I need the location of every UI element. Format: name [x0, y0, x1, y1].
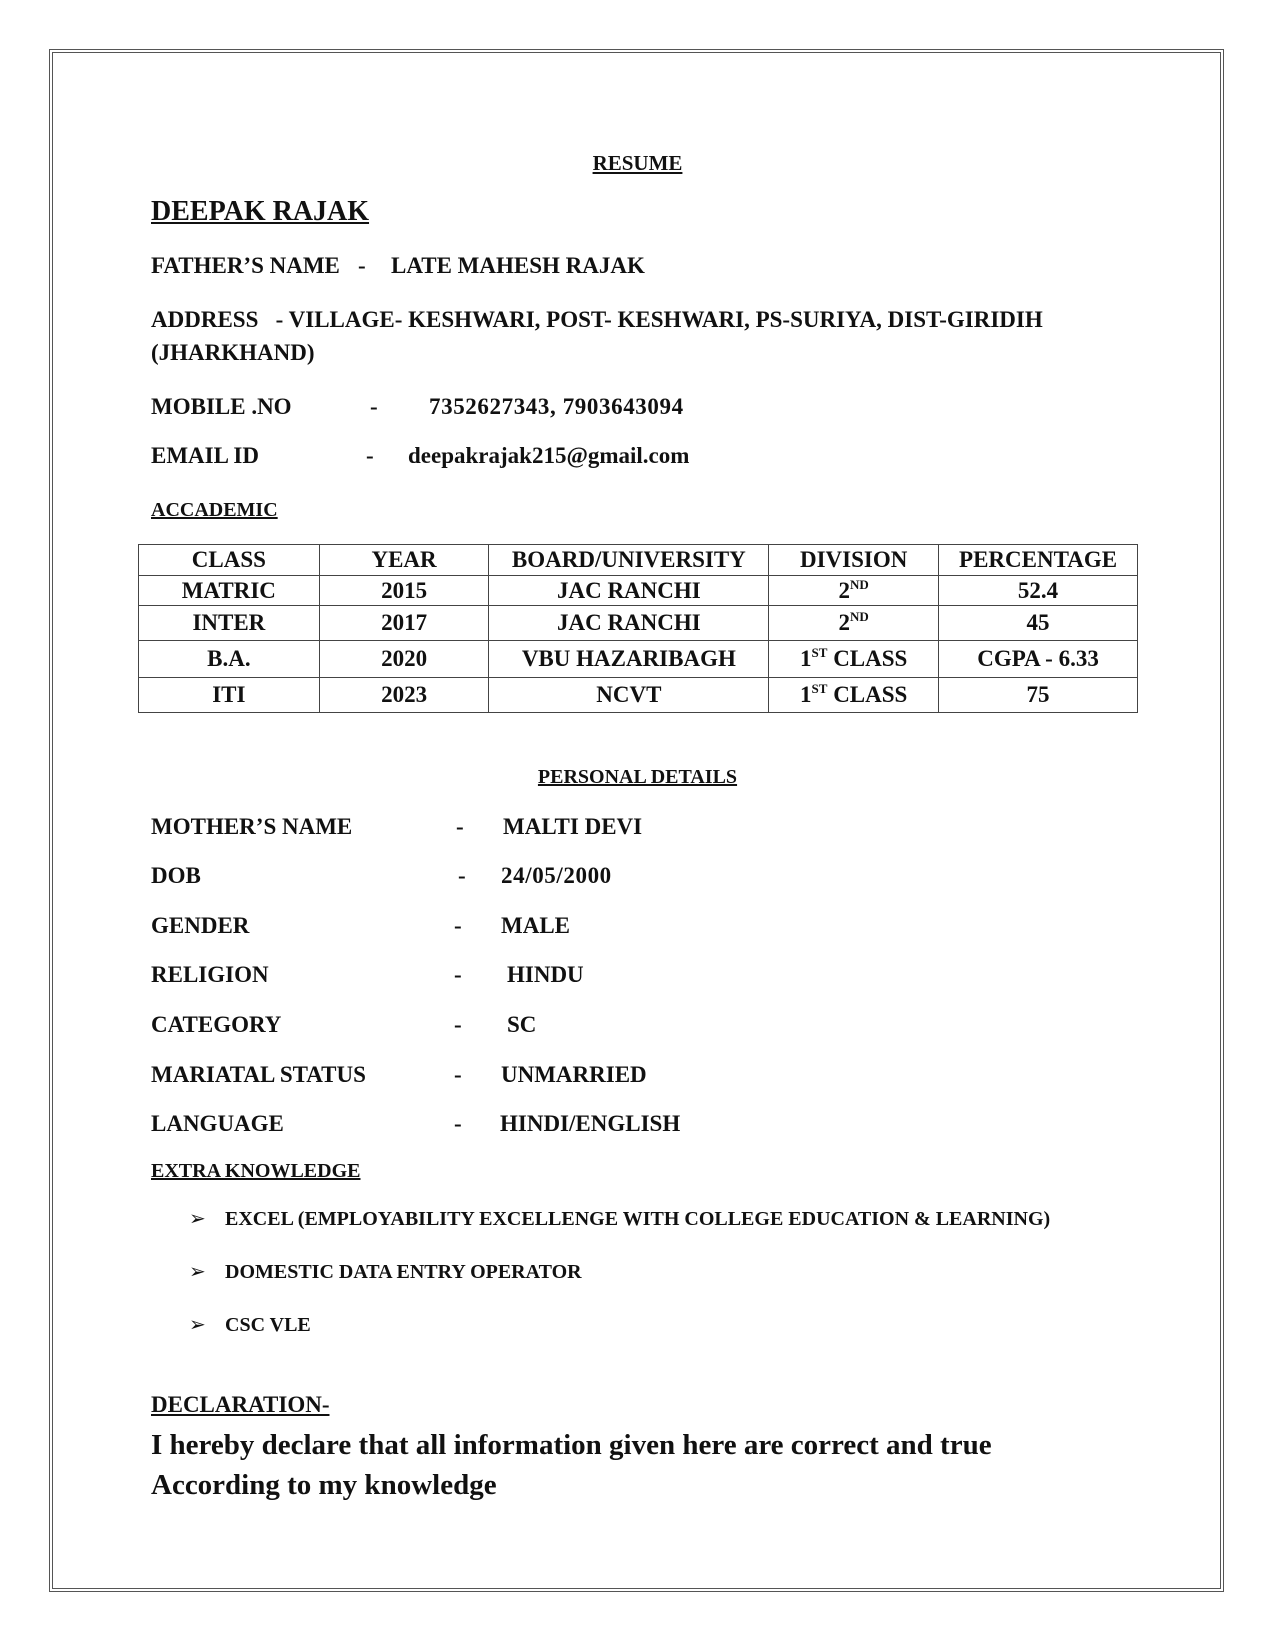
cell-board: VBU HAZARIBAGH	[489, 641, 769, 678]
address-dash: -	[275, 307, 284, 332]
candidate-name: DEEPAK RAJAK	[151, 196, 370, 227]
table-row	[139, 678, 1138, 713]
academic-heading: ACCADEMIC	[151, 499, 278, 521]
cell-division	[769, 576, 939, 606]
cell-division	[769, 678, 939, 713]
extra-item: CSC VLE	[225, 1314, 311, 1336]
email-value: deepakrajak215@gmail.com	[408, 443, 690, 468]
mobile-value: 7352627343, 7903643094	[429, 394, 684, 419]
table-row	[139, 606, 1138, 641]
cell-year: 2020	[319, 641, 489, 678]
column-header: DIVISION	[769, 545, 939, 576]
column-header: YEAR	[319, 545, 489, 576]
marital-status-value: UNMARRIED	[501, 1062, 647, 1087]
academic-table	[138, 544, 1138, 713]
table-row	[139, 641, 1138, 678]
gender-value: MALE	[501, 913, 570, 938]
cell-class: B.A.	[139, 641, 320, 678]
division-number: 1	[800, 646, 812, 671]
father-value: LATE MAHESH RAJAK	[391, 253, 645, 278]
language-dash: -	[454, 1111, 462, 1136]
division-number: 1	[800, 682, 812, 707]
personal-heading: PERSONAL DETAILS	[537, 766, 738, 788]
language-value: HINDI/ENGLISH	[500, 1111, 681, 1136]
dob-label: DOB	[151, 863, 201, 888]
cell-division	[769, 641, 939, 678]
extra-knowledge-heading: EXTRA KNOWLEDGE	[151, 1160, 361, 1182]
cell-percentage: CGPA - 6.33	[939, 641, 1138, 678]
division-number: 2	[838, 577, 851, 603]
email-dash: -	[366, 443, 374, 468]
mother-label: MOTHER’S NAME	[151, 814, 353, 839]
gender-label: GENDER	[151, 913, 250, 938]
religion-dash: -	[454, 962, 462, 987]
column-header: BOARD/UNIVERSITY	[489, 545, 769, 576]
cell-division	[769, 606, 939, 641]
marital-status-dash: -	[454, 1062, 462, 1087]
cell-year: 2017	[319, 606, 489, 641]
mother-value: MALTI DEVI	[503, 814, 643, 839]
extra-item: DOMESTIC DATA ENTRY OPERATOR	[225, 1261, 582, 1283]
column-header: CLASS	[139, 545, 320, 576]
cell-class: MATRIC	[139, 576, 320, 606]
declaration-line-1: I hereby declare that all information given here are correct and true	[151, 1429, 992, 1461]
gender-dash: -	[454, 913, 462, 938]
address-label: ADDRESS	[151, 307, 259, 332]
category-label: CATEGORY	[151, 1012, 282, 1037]
table-header-row	[139, 545, 1138, 576]
mother-dash: -	[456, 814, 464, 839]
dob-value: 24/05/2000	[501, 863, 612, 888]
division-suffix: CLASS	[827, 682, 908, 707]
cell-percentage: 52.4	[939, 576, 1138, 606]
father-dash: -	[358, 253, 366, 278]
father-label: FATHER’S NAME	[151, 253, 340, 278]
division-ordinal: ST	[811, 681, 828, 696]
cell-board: NCVT	[489, 678, 769, 713]
dob-dash: -	[458, 863, 466, 888]
cell-percentage: 45	[939, 606, 1138, 641]
address-block	[151, 303, 1111, 369]
religion-value: HINDU	[507, 962, 584, 987]
division-ordinal: ND	[850, 576, 869, 592]
religion-label: RELIGION	[151, 962, 269, 987]
email-label: EMAIL ID	[151, 443, 259, 468]
cell-class: INTER	[139, 606, 320, 641]
cell-year: 2023	[319, 678, 489, 713]
division-ordinal: ST	[811, 645, 828, 660]
division-suffix: CLASS	[827, 646, 908, 671]
address-value: VILLAGE- KESHWARI, POST- KESHWARI, PS-SURIYA, DIST-GIRIDIH (JHARKHAND)	[151, 307, 1043, 365]
declaration-line-2: According to my knowledge	[151, 1469, 497, 1501]
mobile-label: MOBILE .NO	[151, 394, 292, 419]
column-header: PERCENTAGE	[939, 545, 1138, 576]
cell-class: ITI	[139, 678, 320, 713]
cell-board: JAC RANCHI	[489, 576, 769, 606]
arrowhead-bullet-icon: ➢	[189, 1312, 206, 1336]
cell-year: 2015	[319, 576, 489, 606]
table-row	[139, 576, 1138, 606]
category-value: SC	[507, 1012, 537, 1037]
category-dash: -	[454, 1012, 462, 1037]
marital-status-label: MARIATAL STATUS	[151, 1062, 366, 1087]
mobile-dash: -	[370, 394, 378, 419]
cell-percentage: 75	[939, 678, 1138, 713]
arrowhead-bullet-icon: ➢	[189, 1206, 206, 1230]
declaration-heading: DECLARATION-	[151, 1392, 330, 1417]
division-number: 2	[838, 610, 851, 635]
declaration-text	[151, 1425, 1151, 1505]
language-label: LANGUAGE	[151, 1111, 284, 1136]
division-ordinal: ND	[850, 609, 869, 624]
cell-board: JAC RANCHI	[489, 606, 769, 641]
extra-item: EXCEL (EMPLOYABILITY EXCELLENGE WITH COLLEGE EDUCATION & LEARNING)	[225, 1208, 1051, 1230]
resume-title: RESUME	[592, 151, 683, 175]
arrowhead-bullet-icon: ➢	[189, 1259, 206, 1283]
